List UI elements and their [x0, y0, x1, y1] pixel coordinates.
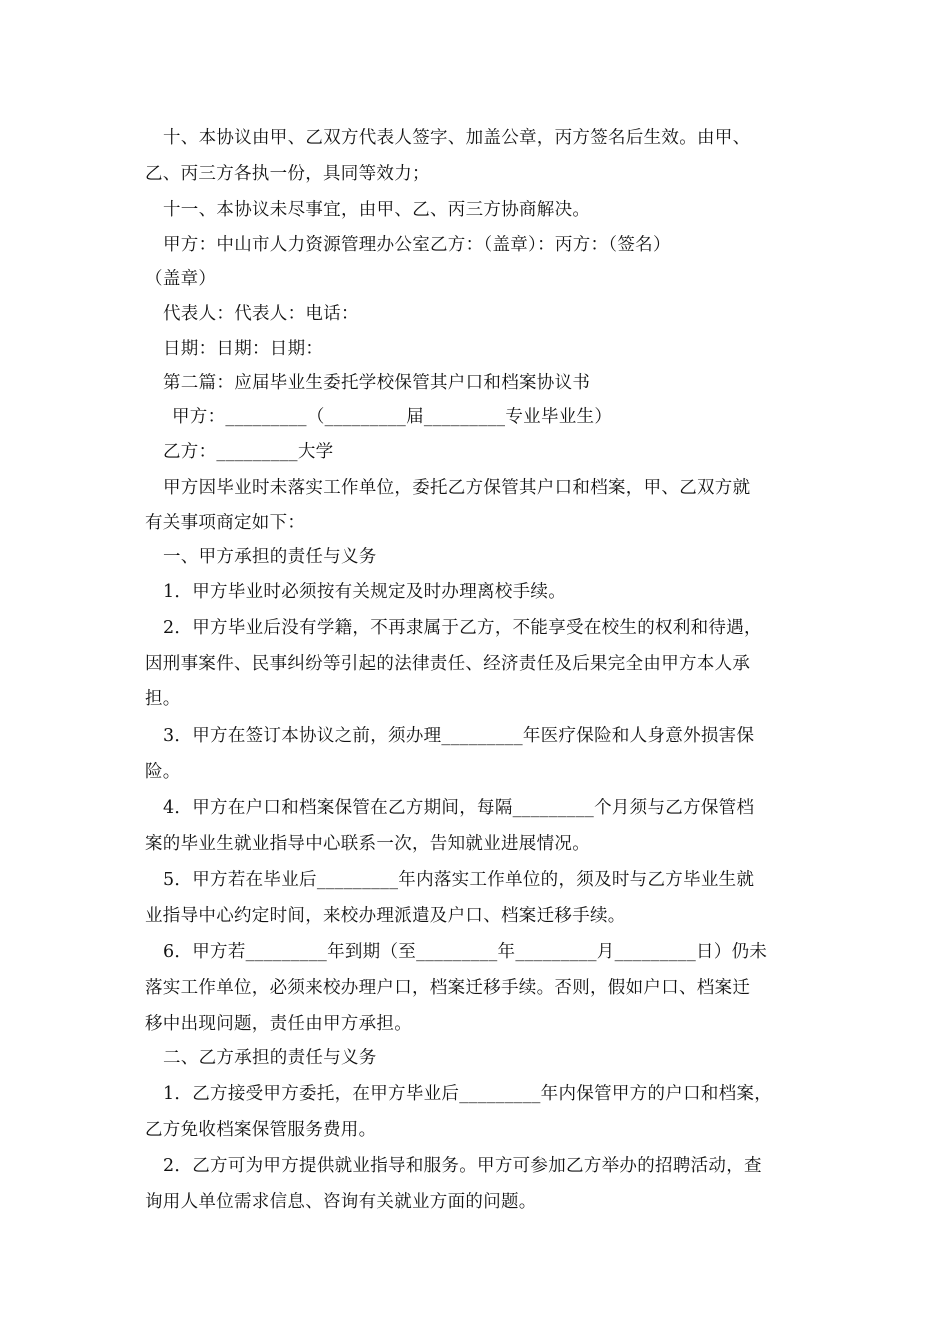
section-title-part-2: 第二篇：应届毕业生委托学校保管其户口和档案协议书 — [163, 373, 591, 393]
heading-party-b-duties: 二、乙方承担的责任与义务 — [163, 1048, 377, 1068]
a-item-1: 1．甲方毕业时必须按有关规定及时办理离校手续。 — [163, 582, 567, 602]
clause-10-line-2: 乙、丙三方各执一份，具同等效力； — [145, 164, 430, 184]
a-item-5-line-2: 业指导中心约定时间，来校办理派遣及户口、档案迁移手续。 — [145, 906, 626, 926]
clause-11: 十一、本协议未尽事宜，由甲、乙、丙三方协商解决。 — [163, 200, 591, 220]
party-a-field: 甲方：_________（_________届_________专业毕业生） — [172, 407, 613, 427]
a-item-2-line-2: 因刑事案件、民事纠纷等引起的法律责任、经济责任及后果完全由甲方本人承 — [145, 654, 751, 674]
a-item-3-line-1: 3．甲方在签订本协议之前，须办理_________年医疗保险和人身意外损害保 — [163, 726, 755, 746]
representatives-line: 代表人：代表人：电话： — [163, 304, 359, 324]
dates-line: 日期：日期：日期： — [163, 339, 324, 359]
signature-parties-line: 甲方：中山市人力资源管理办公室乙方：（盖章）：丙方：（签名） — [163, 235, 671, 255]
b-item-1-line-2: 乙方免收档案保管服务费用。 — [145, 1120, 377, 1140]
a-item-4-line-1: 4．甲方在户口和档案保管在乙方期间，每隔_________个月须与乙方保管档 — [163, 798, 755, 818]
seal-note: （盖章） — [145, 269, 217, 289]
heading-party-a-duties: 一、甲方承担的责任与义务 — [163, 547, 377, 567]
b-item-1-line-1: 1．乙方接受甲方委托，在甲方毕业后_________年内保管甲方的户口和档案， — [163, 1084, 773, 1104]
b-item-2-line-1: 2．乙方可为甲方提供就业指导和服务。甲方可参加乙方举办的招聘活动，查 — [163, 1156, 762, 1176]
a-item-5-line-1: 5．甲方若在毕业后_________年内落实工作单位的，须及时与乙方毕业生就 — [163, 870, 755, 890]
a-item-3-line-2: 险。 — [145, 762, 181, 782]
a-item-4-line-2: 案的毕业生就业指导中心联系一次，告知就业进展情况。 — [145, 834, 590, 854]
intro-line-1: 甲方因毕业时未落实工作单位，委托乙方保管其户口和档案，甲、乙双方就 — [163, 478, 751, 498]
a-item-6-line-1: 6．甲方若_________年到期（至_________年_________月_________日）仍未 — [163, 942, 768, 962]
a-item-6-line-2: 落实工作单位，必须来校办理户口，档案迁移手续。否则，假如户口、档案迁 — [145, 978, 751, 998]
party-b-field: 乙方：_________大学 — [163, 442, 334, 462]
a-item-2-line-1: 2．甲方毕业后没有学籍，不再隶属于乙方，不能享受在校生的权利和待遇， — [163, 618, 762, 638]
a-item-2-line-3: 担。 — [145, 689, 181, 709]
clause-10-line-1: 十、本协议由甲、乙双方代表人签字、加盖公章，丙方签名后生效。由甲、 — [163, 128, 751, 148]
intro-line-2: 有关事项商定如下： — [145, 513, 306, 533]
a-item-6-line-3: 移中出现问题，责任由甲方承担。 — [145, 1014, 412, 1034]
b-item-2-line-2: 询用人单位需求信息、咨询有关就业方面的问题。 — [145, 1192, 537, 1212]
